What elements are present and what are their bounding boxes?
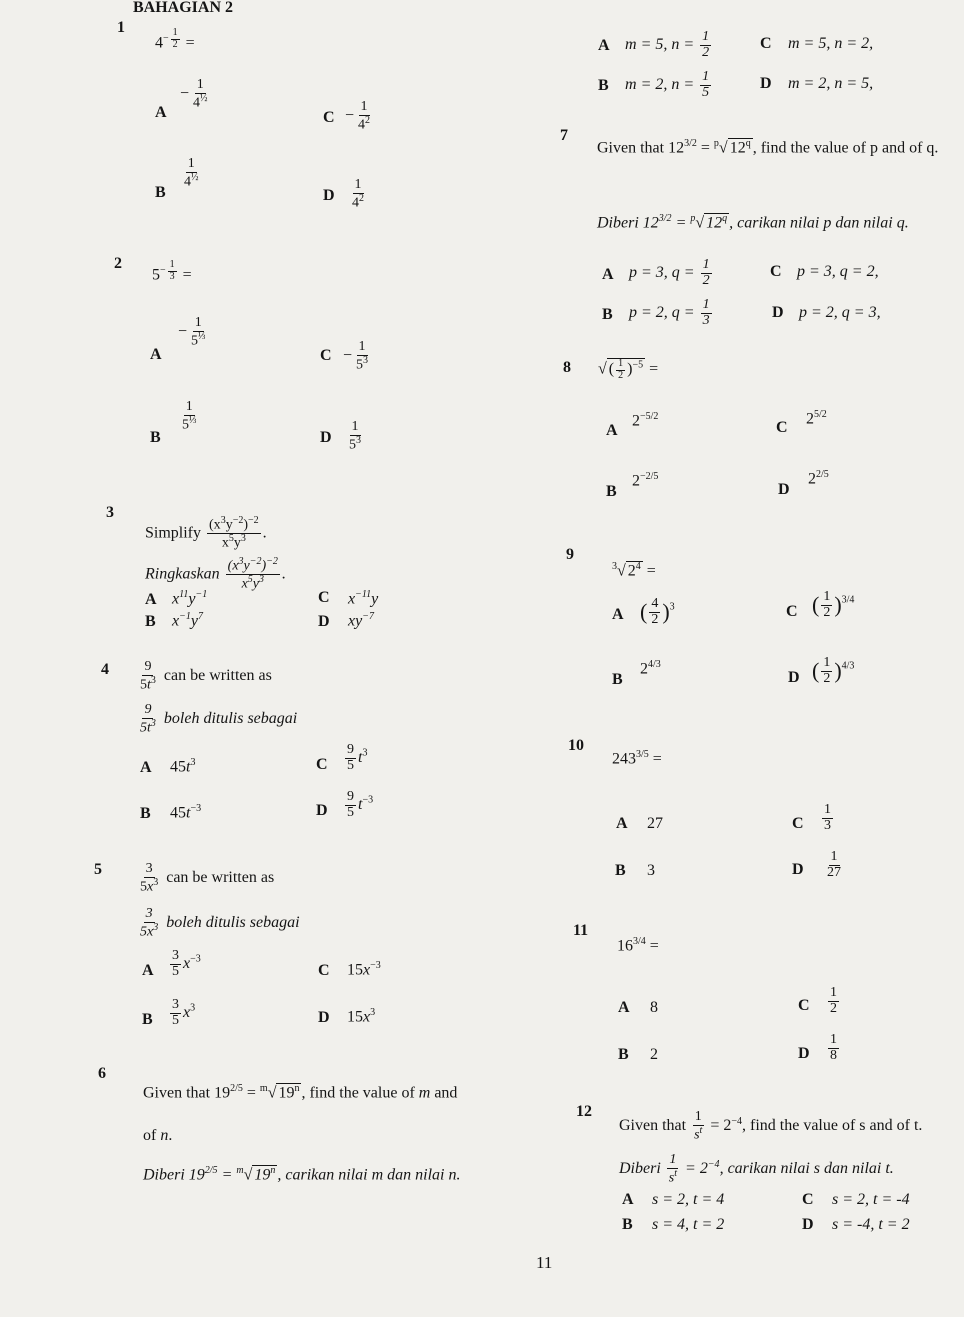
q12-option-c-label[interactable]: C <box>802 1191 814 1208</box>
q11-option-a[interactable]: 8 <box>650 999 658 1016</box>
q3-option-d[interactable]: $xy^{-7}$ <box>348 611 374 630</box>
q8-option-b-label[interactable]: B <box>606 483 617 500</box>
q2-option-a-label[interactable]: A <box>150 346 162 363</box>
q11-option-b[interactable]: 2 <box>650 1046 658 1063</box>
q8-option-d-label[interactable]: D <box>778 481 790 498</box>
q12-option-a[interactable]: s = 2, t = 4 <box>652 1191 725 1208</box>
q6-stem-en-line1: Given that $19^{2/5} = ^m√$ 19$^n$ , find the value of m and <box>143 1083 458 1102</box>
q9-option-d-label[interactable]: D <box>788 669 800 686</box>
q3-option-d-label[interactable]: D <box>318 613 330 630</box>
q9-option-a[interactable]: ( $\frac{4}{2}$ )$^3$ <box>640 596 675 627</box>
q1-option-b[interactable]: $\frac{1}{4^{\frac{1}{2}}}$ <box>184 156 199 190</box>
q5-option-a-label[interactable]: A <box>142 962 154 979</box>
q12-number: 12 <box>576 1103 592 1120</box>
q4-option-d-label[interactable]: D <box>316 802 328 819</box>
q5-number: 5 <box>94 861 102 878</box>
q9-option-c-label[interactable]: C <box>786 603 798 620</box>
q12-option-d-label[interactable]: D <box>802 1216 814 1233</box>
q4-stem-ms: $\frac{9}{5t^3}$ boleh ditulis sebagai <box>140 702 298 736</box>
q1-number: 1 <box>117 19 125 36</box>
q12-option-d[interactable]: s = -4, t = 2 <box>832 1216 910 1233</box>
q10-option-c-label[interactable]: C <box>792 815 804 832</box>
q3-option-c-label[interactable]: C <box>318 589 330 606</box>
q6-option-a[interactable]: m = 5, n = $\frac{1}{2}$ <box>625 29 710 60</box>
q7-option-a-label[interactable]: A <box>602 266 614 283</box>
q4-option-b-label[interactable]: B <box>140 805 151 822</box>
q4-option-d[interactable]: $\frac{9}{5}$ $t^{-3}$ <box>347 789 374 820</box>
q11-option-b-label[interactable]: B <box>618 1046 629 1063</box>
q11-option-c-label[interactable]: C <box>798 997 810 1014</box>
q8-stem: √ ( $\frac{1}{2}$ )$^{-5}$ = <box>598 358 659 381</box>
q1-option-d[interactable]: $\frac{1}{4^2}$ <box>352 177 364 211</box>
q2-stem: $5^{- \frac{1}{3}}$ = <box>152 259 192 284</box>
q3-option-a[interactable]: $x^{11}y^{-1}$ <box>172 589 208 608</box>
q5-option-b[interactable]: $\frac{3}{5}$ $x^3$ <box>172 997 196 1028</box>
q7-number: 7 <box>560 127 568 144</box>
q2-option-d-label[interactable]: D <box>320 429 332 446</box>
q1-stem: $4^{- \frac{1}{2}}$ = <box>155 27 195 52</box>
q11-stem: $16^{3/4}$ = <box>617 936 659 955</box>
q12-option-b[interactable]: s = 4, t = 2 <box>652 1216 725 1233</box>
q6-option-a-label[interactable]: A <box>598 37 610 54</box>
q12-option-a-label[interactable]: A <box>622 1191 634 1208</box>
q6-option-d[interactable]: m = 2, n = 5, <box>788 75 874 92</box>
q5-option-b-label[interactable]: B <box>142 1011 153 1028</box>
q9-option-c[interactable]: ( $\frac{1}{2}$ )$^{3/4}$ <box>812 589 855 620</box>
q8-option-d[interactable]: $2^{2/5}$ <box>808 469 829 488</box>
q9-option-b[interactable]: $2^{4/3}$ <box>640 659 661 678</box>
q1-option-d-label[interactable]: D <box>323 187 335 204</box>
q3-stem-en: Simplify $\frac{(x^3y^{-2})^{-2}}{x^5y^3}$ . <box>145 515 267 551</box>
q3-option-b[interactable]: $x^{-1}y^7$ <box>172 611 203 630</box>
q12-stem-en: Given that $\frac{1}{s^t}$ = $2^{-4}$, find the value of s and of t. <box>619 1109 923 1143</box>
q1-option-a[interactable]: − $\frac{1}{4^{\frac{1}{2}}}$ <box>180 77 208 111</box>
q3-number: 3 <box>106 504 114 521</box>
q1-option-c-label[interactable]: C <box>323 109 335 126</box>
q5-option-d-label[interactable]: D <box>318 1009 330 1026</box>
q5-option-d[interactable]: $15x^3$ <box>347 1007 376 1026</box>
q9-option-b-label[interactable]: B <box>612 671 623 688</box>
q10-option-a-label[interactable]: A <box>616 815 628 832</box>
q7-stem-ms: Diberi $12^{3/2} = ^p√$ 12$^q$ , carikan nilai p dan nilai q. <box>597 213 909 232</box>
q9-number: 9 <box>566 546 574 563</box>
q12-stem-ms: Diberi $\frac{1}{s^t}$ = $2^{-4}$, carikan nilai s dan nilai t. <box>619 1152 894 1186</box>
q4-option-c-label[interactable]: C <box>316 756 328 773</box>
q6-stem-en-line2: of n. <box>143 1127 173 1144</box>
q6-option-c-label[interactable]: C <box>760 35 772 52</box>
q3-option-a-label[interactable]: A <box>145 591 157 608</box>
q10-option-d-label[interactable]: D <box>792 861 804 878</box>
q11-option-c[interactable]: $\frac{1}{2}$ <box>830 985 837 1016</box>
q4-number: 4 <box>101 661 109 678</box>
q7-option-b-label[interactable]: B <box>602 306 613 323</box>
q6-number: 6 <box>98 1065 106 1082</box>
q7-option-a[interactable]: p = 3, q = $\frac{1}{2}$ <box>629 257 710 288</box>
q4-option-b[interactable]: $45t^{-3}$ <box>170 803 202 822</box>
q6-option-d-label[interactable]: D <box>760 75 772 92</box>
q10-option-a[interactable]: 27 <box>647 815 663 832</box>
q6-option-b-label[interactable]: B <box>598 77 609 94</box>
q10-option-b[interactable]: 3 <box>647 862 655 879</box>
q5-stem-en: $\frac{3}{5x^3}$ can be written as <box>140 861 275 895</box>
q9-option-d[interactable]: ( $\frac{1}{2}$ )$^{4/3}$ <box>812 655 855 686</box>
q10-option-d[interactable]: $\frac{1}{27}$ <box>827 849 841 880</box>
q10-number: 10 <box>568 737 584 754</box>
q7-option-b[interactable]: p = 2, q = $\frac{1}{3}$ <box>629 297 710 328</box>
q5-option-c-label[interactable]: C <box>318 962 330 979</box>
q9-stem: $^3$√ $2^4$ = <box>612 561 656 580</box>
q6-option-c[interactable]: m = 5, n = 2, <box>788 35 874 52</box>
q4-option-a-label[interactable]: A <box>140 759 152 776</box>
section-title: BAHAGIAN 2 <box>133 0 234 16</box>
q11-option-d-label[interactable]: D <box>798 1045 810 1062</box>
q2-option-c[interactable]: − $\frac{1}{5^3}$ <box>343 339 369 373</box>
q6-option-b[interactable]: m = 2, n = $\frac{1}{5}$ <box>625 69 710 100</box>
q12-option-b-label[interactable]: B <box>622 1216 633 1233</box>
q5-option-a[interactable]: $\frac{3}{5}$ $x^{-3}$ <box>172 948 201 979</box>
q7-option-c-label[interactable]: C <box>770 263 782 280</box>
q8-option-b[interactable]: $2^{-2/5}$ <box>632 471 659 490</box>
q7-option-d[interactable]: p = 2, q = 3, <box>799 304 881 321</box>
q11-option-a-label[interactable]: A <box>618 999 630 1016</box>
q1-option-b-label[interactable]: B <box>155 184 166 201</box>
q2-option-d[interactable]: $\frac{1}{5^3}$ <box>349 419 361 453</box>
q4-option-a[interactable]: $45t^3$ <box>170 757 196 776</box>
q10-option-b-label[interactable]: B <box>615 862 626 879</box>
q2-option-c-label[interactable]: C <box>320 347 332 364</box>
q1-option-c[interactable]: − $\frac{1}{4^2}$ <box>345 99 371 133</box>
q10-stem: $243^{3/5}$ = <box>612 749 662 768</box>
q2-option-b-label[interactable]: B <box>150 429 161 446</box>
q4-option-c[interactable]: $\frac{9}{5}$ $t^3$ <box>347 742 368 773</box>
q8-option-c[interactable]: $2^{5/2}$ <box>806 409 827 428</box>
q2-option-b[interactable]: $\frac{1}{5^{\frac{1}{3}}}$ <box>182 399 197 433</box>
page-number: 11 <box>536 1253 553 1272</box>
q7-option-c[interactable]: p = 3, q = 2, <box>797 263 879 280</box>
q6-stem-ms: Diberi $19^{2/5} = ^m√$ 19$^n$ , carikan nilai m dan nilai n. <box>143 1165 461 1184</box>
q11-number: 11 <box>573 922 589 939</box>
q8-option-c-label[interactable]: C <box>776 419 788 436</box>
q8-option-a-label[interactable]: A <box>606 422 618 439</box>
q7-option-d-label[interactable]: D <box>772 304 784 321</box>
q4-stem-en: $\frac{9}{5t^3}$ can be written as <box>140 659 272 693</box>
q1-option-a-label[interactable]: A <box>155 104 167 121</box>
q5-option-c[interactable]: $15x^{-3}$ <box>347 960 381 979</box>
q2-option-a[interactable]: − $\frac{1}{5^{\frac{1}{3}}}$ <box>178 315 206 349</box>
q8-option-a[interactable]: $2^{-5/2}$ <box>632 411 659 430</box>
q3-option-b-label[interactable]: B <box>145 613 156 630</box>
q12-option-c[interactable]: s = 2, t = -4 <box>832 1191 910 1208</box>
q10-option-c[interactable]: $\frac{1}{3}$ <box>824 802 831 833</box>
q2-number: 2 <box>114 255 122 272</box>
q3-stem-ms: Ringkaskan $\frac{(x^3y^{-2})^{-2}}{x^5y^3}$ . <box>145 556 286 592</box>
q3-option-c[interactable]: $x^{-11}y$ <box>348 589 379 608</box>
q5-stem-ms: $\frac{3}{5x^3}$ boleh ditulis sebagai <box>140 906 300 940</box>
q9-option-a-label[interactable]: A <box>612 606 624 623</box>
q11-option-d[interactable]: $\frac{1}{8}$ <box>830 1032 837 1063</box>
q8-number: 8 <box>563 359 571 376</box>
q7-stem-en-line1: Given that $12^{3/2} = ^p√$ 12$^q$ , find the value of p and of q. <box>597 138 939 157</box>
